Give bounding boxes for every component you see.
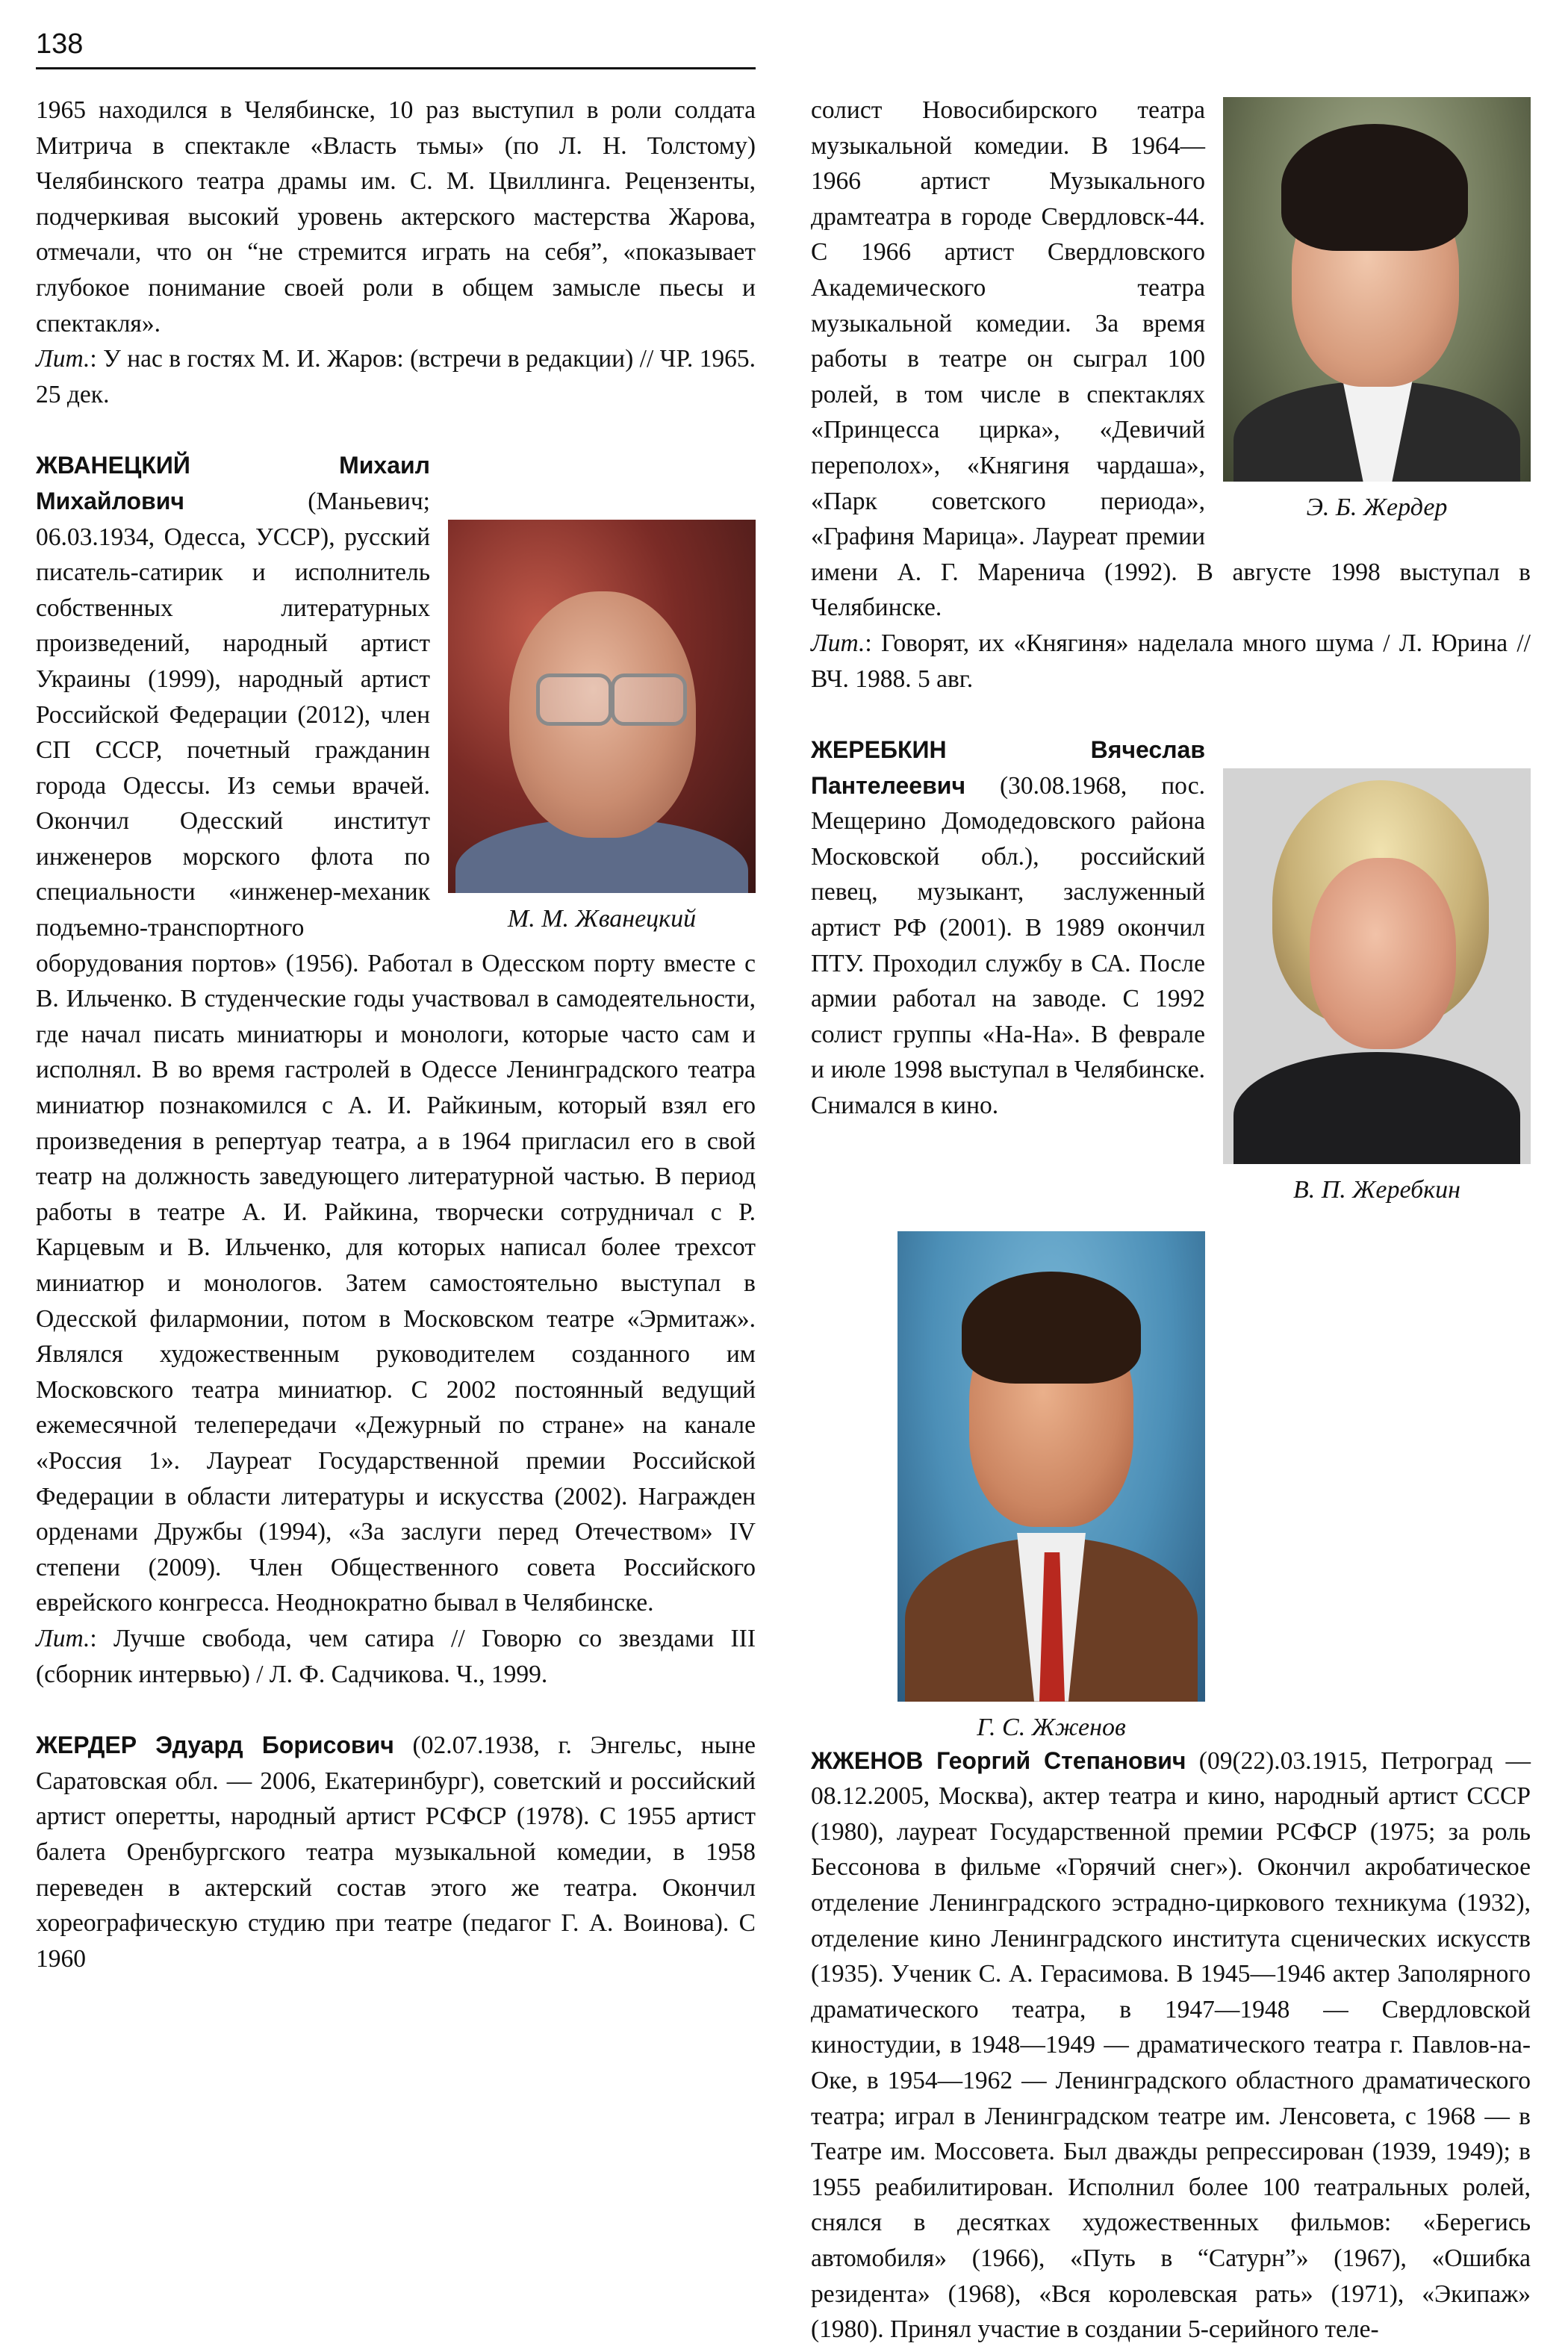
lit-text: : У нас в гостях М. И. Жаров: (встречи в редакции) // ЧР. 1965. 25 дек. [36,345,756,408]
page-number: 138 [36,28,84,60]
portrait-hair [962,1272,1141,1384]
zherder-entry [36,1728,756,1976]
lit-label: Лит. [36,1624,90,1652]
header-rule [36,67,756,69]
zhvanetsky-portrait [448,520,756,893]
portrait-face [1310,858,1456,1049]
zhvanetsky-headword: ЖВАНЕЦКИЙ Михаил Михайлович [36,452,430,514]
zherebkin-figure [1223,768,1531,1206]
zherder-portrait [1223,97,1531,482]
zherder-continuation: солист Новосибирского театра музыкальной комедии. В 1964—1966 артист Музыкального драмтеатра в городе Свердловск-44. С 1966 артист Свердловского Академического театра музыкальной комедии. За время работы в театре он сыграл 100 ролей, в том числе в спектаклях «Принцесса цирка», «Девичий переполох», «Княгиня чардаша», «Парк советского периода», «Графиня Марица». Лауреат премии имени А. Г. Маренича (1992). В августе 1998 выступал в Челябинске. [811,96,1531,622]
portrait-hair [1281,124,1468,251]
zharov-continuation: 1965 находился в Челябинске, 10 раз выступил в роли солдата Митрича в спектакле «Власть тьмы» (по Л. Н. Толстому) Челябинского театра драмы им. С. М. Цвиллинга. Рецензенты, подчеркивая высокий уровень актерского мастерства Жарова, отмечали, что он “не стремится играть на себя”, «показывает глубокое понимание своей роли в общем замысле пьесы и спектакля». [36,96,756,337]
zherder-caption: Э. Б. Жердер [1306,494,1448,521]
left-column [36,93,756,1976]
zherebkin-portrait [1223,768,1531,1164]
zherebkin-body: (30.08.1968, пос. Мещерино Домодедовского района Московской обл.), российский певец, музыкант, заслуженный артист РФ (2001). В 1989 окончил ПТУ. Проходил службу в СА. После армии работал на заводе. С 1992 солист группы «На-На». В феврале и июле 1998 выступал в Челябинске. Снимался в кино. [811,771,1205,1120]
lit-text: : Говорят, их «Княгиня» наделала много шума / Л. Юрина // ВЧ. 1988. 5 авг. [811,629,1531,693]
zhvanetsky-caption: М. М. Жванецкий [507,905,697,933]
zhvanetsky-figure [448,520,756,935]
lit-label: Лит. [36,345,90,373]
zhzhenov-body: (09(22).03.1915, Петроград — 08.12.2005, Москва), актер театра и кино, народный артист СССР (1980), лауреат Государственной премии РСФСР (1975; за роль Бессонова в фильме «Горячий снег»). Окончил акробатическое отделение Ленинградского эстрадно-циркового техникума (1932), отделение кино Ленинградского института сценических искусств (1935). Ученик С. А. Герасимова. В 1945—1946 актер Заполярного драматического театра, в 1947—1948 — Свердловской киностудии, в 1948—1949 — драматического театра г. Павлов-на-Оке, в 1954—1962 — Ленинградского областного драматического театра; играл в Ленинградском театре им. Ленсовета, с 1968 — в Театре им. Моссовета. Был дважды репрессирован (1939, 1949); в 1955 реабилитирован. Исполнил более 100 театральных ролей, снялся в десятках художественных фильмов: «Берегись автомобиля» (1966), «Путь в “Сатурн”» (1967), «Ошибка резидента» (1968), «Вся королевская рать» (1971), «Экипаж» (1980). Принял участие в создании 5-серийного теле- [811,1746,1531,2344]
right-column [811,93,1531,2348]
zharov-literature [36,341,756,412]
glasses-left-lens [536,673,612,726]
zherder-headword: ЖЕРДЕР Эдуард Борисович [36,1732,394,1759]
zherder-literature [811,626,1531,697]
zhzhenov-headword: ЖЖЕНОВ Георгий Степанович [811,1746,1186,1774]
lit-text: : Лучше свобода, чем сатира // Говорю со звездами III (сборник интервью) / Л. Ф. Садчикова. Ч., 1999. [36,1624,756,1688]
spacer [36,412,756,448]
zhzhenov-portrait [897,1231,1205,1702]
zhvanetsky-literature [36,1621,756,1692]
lit-label: Лит. [811,629,865,657]
zherder-figure [1223,97,1531,523]
spacer [811,697,1531,732]
zherebkin-headword: ЖЕРЕБКИН Вячеслав Пантелеевич [811,736,1205,799]
portrait-coat [1233,1052,1520,1164]
zhzhenov-caption: Г. С. Жженов [977,1713,1126,1741]
zhzhenov-figure [897,1231,1205,1743]
zherebkin-caption: В. П. Жеребкин [1292,1176,1461,1204]
spacer [36,1692,756,1728]
zhvanetsky-body: (Маньевич; 06.03.1934, Одесса, УССР), русский писатель-сатирик и исполнитель собственных литературных произведений, народный артист Украины (1999), народный артист Российской Федерации (2012), член СП СССР, почетный гражданин города Одессы. Из семьи врачей. Окончил Одесский институт инженеров морского флота по специальности «инженер-механик подъемно-транспортного оборудования портов» (1956). Работал в Одесском порту вместе с В. Ильченко. В студенческие годы участвовал в самодеятельности, где начал писать миниатюры и монологи, которые часто сам и исполнял. В во время гастролей в Одессе Ленинградского театра миниатюр познакомился с А. И. Райкиным, который взял его произведения в репертуар театра, а в 1964 пригласил его в свой театр на должность заведующего литературной частью. В период работы в театре А. И. Райкина, творчески сотрудничал с Р. Карцевым и В. Ильченко, для которых написал более трехсот миниатюр и монологов. Затем самостоятельно выступал в Одесской филармонии, потом в Московском театре «Эрмитаж». Являлся художественным руководителем созданного им Московского театра миниатюр. С 2002 постоянный ведущий ежемесячной телепередачи «Дежурный по стране» на канале «Россия 1». Лауреат Государственной премии Российской Федерации в области литературы и искусства (2002). Награжден орденами Дружбы (1994), «За заслуги перед Отечеством» IV степени (2009). Член Общественного совета Российского еврейского конгресса. Неоднократно бывал в Челябинске. [36,487,756,1617]
glasses-right-lens [611,673,687,726]
zherder-body: (02.07.1938, г. Энгельс, ныне Саратовская обл. — 2006, Екатеринбург), советский и российский артист оперетты, народный артист РСФСР (1978). С 1955 артист балета Оренбургского театра музыкальной комедии, в 1958 переведен в актерский состав этого же театра. Окончил хореографическую студию при театре (педагог Г. А. Воинова). С 1960 [36,1732,756,1973]
